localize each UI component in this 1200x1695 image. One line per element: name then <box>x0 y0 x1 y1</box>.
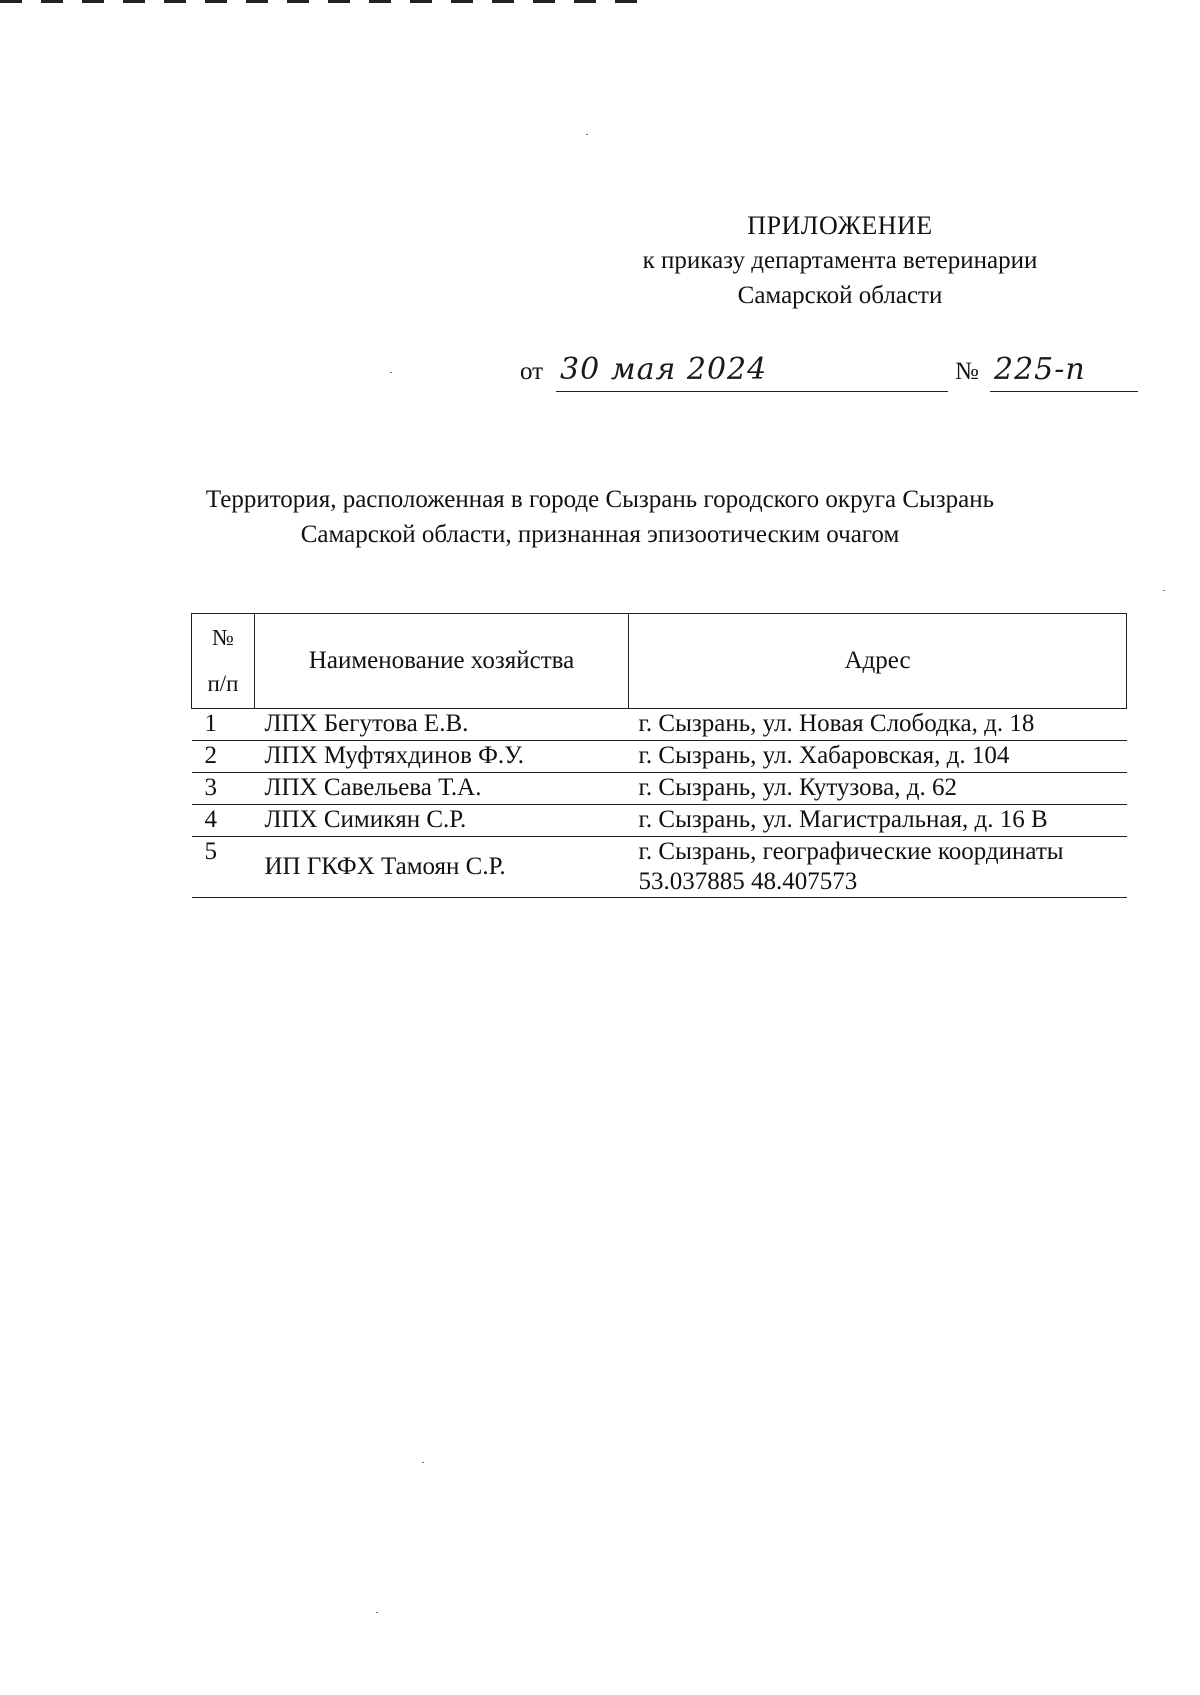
scan-speck <box>586 134 588 135</box>
scan-edge-dashes <box>0 0 650 3</box>
header-farm-name: Наименование хозяйства <box>255 614 629 709</box>
row-address: г. Сызрань, ул. Кутузова, д. 62 <box>629 773 1127 805</box>
date-prefix: от <box>520 358 544 385</box>
table-row <box>192 741 1127 773</box>
row-address: г. Сызрань, ул. Новая Слободка, д. 18 <box>629 709 1127 741</box>
scan-speck <box>390 372 392 373</box>
handwritten-number: 225-п <box>994 352 1086 387</box>
row-number: 1 <box>192 709 255 741</box>
table-header-row <box>192 614 1127 709</box>
row-number: 3 <box>192 773 255 805</box>
row-farm-name: ЛПХ Муфтяхдинов Ф.У. <box>255 741 629 773</box>
row-number: 5 <box>192 837 255 898</box>
order-date-field <box>556 347 948 392</box>
row-address: г. Сызрань, ул. Хабаровская, д. 104 <box>629 741 1127 773</box>
scan-speck <box>1163 590 1165 591</box>
document-title-line-2: Самарской области, признанная эпизоотическим очагом <box>300 521 900 548</box>
handwritten-date: 30 мая 2024 <box>560 352 768 387</box>
order-date-number-line <box>520 348 1140 392</box>
table-row <box>192 709 1127 741</box>
row-number: 2 <box>192 741 255 773</box>
row-address <box>629 837 1127 898</box>
row-address-line-2: 53.037885 48.407573 <box>638 868 858 895</box>
header-number <box>192 614 255 709</box>
number-prefix: № <box>955 358 979 385</box>
appendix-title: ПРИЛОЖЕНИЕ <box>747 211 933 240</box>
table-row <box>192 837 1127 898</box>
row-address-line-1: г. Сызрань, географические координаты <box>638 838 1064 865</box>
row-farm-name: ЛПХ Симикян С.Р. <box>255 805 629 837</box>
row-farm-name: ЛПХ Савельева Т.А. <box>255 773 629 805</box>
header-number-line-1: № <box>212 625 234 650</box>
scan-speck <box>422 1462 424 1463</box>
table-row <box>192 805 1127 837</box>
row-number: 4 <box>192 805 255 837</box>
document-title <box>150 482 1050 552</box>
appendix-header <box>560 208 1120 313</box>
appendix-line-2: Самарской области <box>737 282 943 309</box>
document-title-line-1: Территория, расположенная в городе Сызрань городского округа Сызрань <box>205 486 995 513</box>
row-farm-name: ЛПХ Бегутова Е.В. <box>255 709 629 741</box>
row-address: г. Сызрань, ул. Магистральная, д. 16 В <box>629 805 1127 837</box>
appendix-line-1: к приказу департамента ветеринарии <box>642 247 1038 274</box>
table-row <box>192 773 1127 805</box>
header-address: Адрес <box>629 614 1127 709</box>
farms-table <box>191 613 1127 898</box>
row-farm-name: ИП ГКФХ Тамоян С.Р. <box>255 837 629 898</box>
scan-speck <box>376 1612 378 1613</box>
header-number-line-2: п/п <box>207 671 239 696</box>
order-number-field <box>990 347 1138 392</box>
